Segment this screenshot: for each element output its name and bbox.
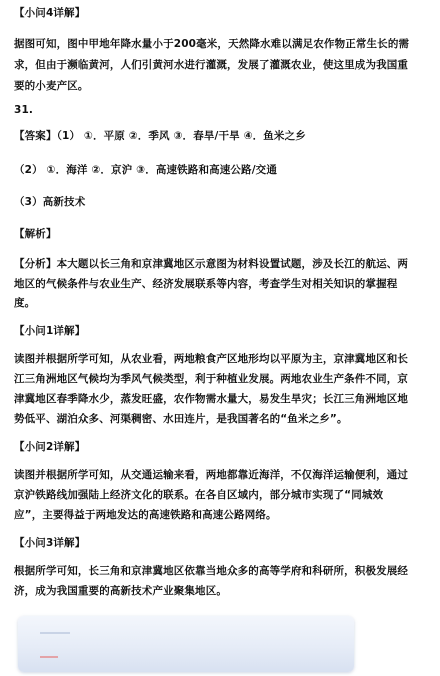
- section-heading-q3-detail: 【小问3详解】: [14, 537, 86, 549]
- text-line: 济，成为我国重要的高新技术产业聚集地区。: [14, 585, 227, 597]
- blurred-line: [40, 656, 58, 658]
- text-line: 应”，主要得益于两地发达的高速铁路和高速公路网络。: [14, 509, 277, 521]
- text-line: 读图并根据所学可知，从农业看，两地粮食产区地形均以平原为主，京津冀地区和长: [14, 353, 409, 365]
- blurred-footer-card: [18, 616, 354, 672]
- section-heading-q4-detail: 【小问4详解】: [14, 7, 86, 19]
- text-line: 据图可知，图中甲地年降水量小于200毫米，天然降水难以满足农作物正常生长的需: [14, 38, 410, 50]
- text-line: 读图并根据所学可知，从交通运输来看，两地都靠近海洋，不仅海洋运输便利，通过: [14, 469, 409, 481]
- text-line: 地区的气候条件与农业生产、经济发展联系等内容，考查学生对相关知识的掌握程: [14, 278, 398, 290]
- text-line: 求，但由于濒临黄河，人们引黄河水进行灌溉，发展了灌溉农业，使这里成为我国重: [14, 59, 409, 71]
- answer-line-2: （2） ①．海洋 ②．京沪 ③．高速铁路和高速公路/交通: [14, 164, 277, 176]
- text-line: 势低平、湖泊众多、河渠稠密、水田连片，是我国著名的“鱼米之乡”。: [14, 413, 348, 425]
- answer-line-3: （3）高新技术: [14, 196, 86, 208]
- text-line: 江三角洲地区气候均为季风气候类型，利于种植业发展。两地农业生产条件不同，京: [14, 373, 409, 385]
- section-heading-analysis: 【解析】: [14, 228, 57, 240]
- text-line: 【分析】本大题以长三角和京津冀地区示意图为材料设置试题，涉及长江的航运、两: [14, 258, 409, 270]
- text-line: 度。: [14, 297, 36, 309]
- answer-line-1: 【答案】（1） ①．平原 ②．季风 ③．春旱/干旱 ④．鱼米之乡: [14, 130, 306, 142]
- text-line: 京沪铁路线加强陆上经济文化的联系。在各自区域内，部分城市实现了“同城效: [14, 489, 384, 501]
- section-heading-q2-detail: 【小问2详解】: [14, 441, 86, 453]
- section-heading-q1-detail: 【小问1详解】: [14, 325, 86, 337]
- text-line: 津冀地区春季降水少，蒸发旺盛，农作物需水量大，易发生旱灾；长江三角洲地区地: [14, 393, 409, 405]
- question-number: 31.: [14, 104, 34, 116]
- blurred-line: [40, 632, 70, 634]
- text-line: 根据所学可知，长三角和京津冀地区依靠当地众多的高等学府和科研所，积极发展经: [14, 565, 409, 577]
- text-line: 要的小麦产区。: [14, 80, 89, 92]
